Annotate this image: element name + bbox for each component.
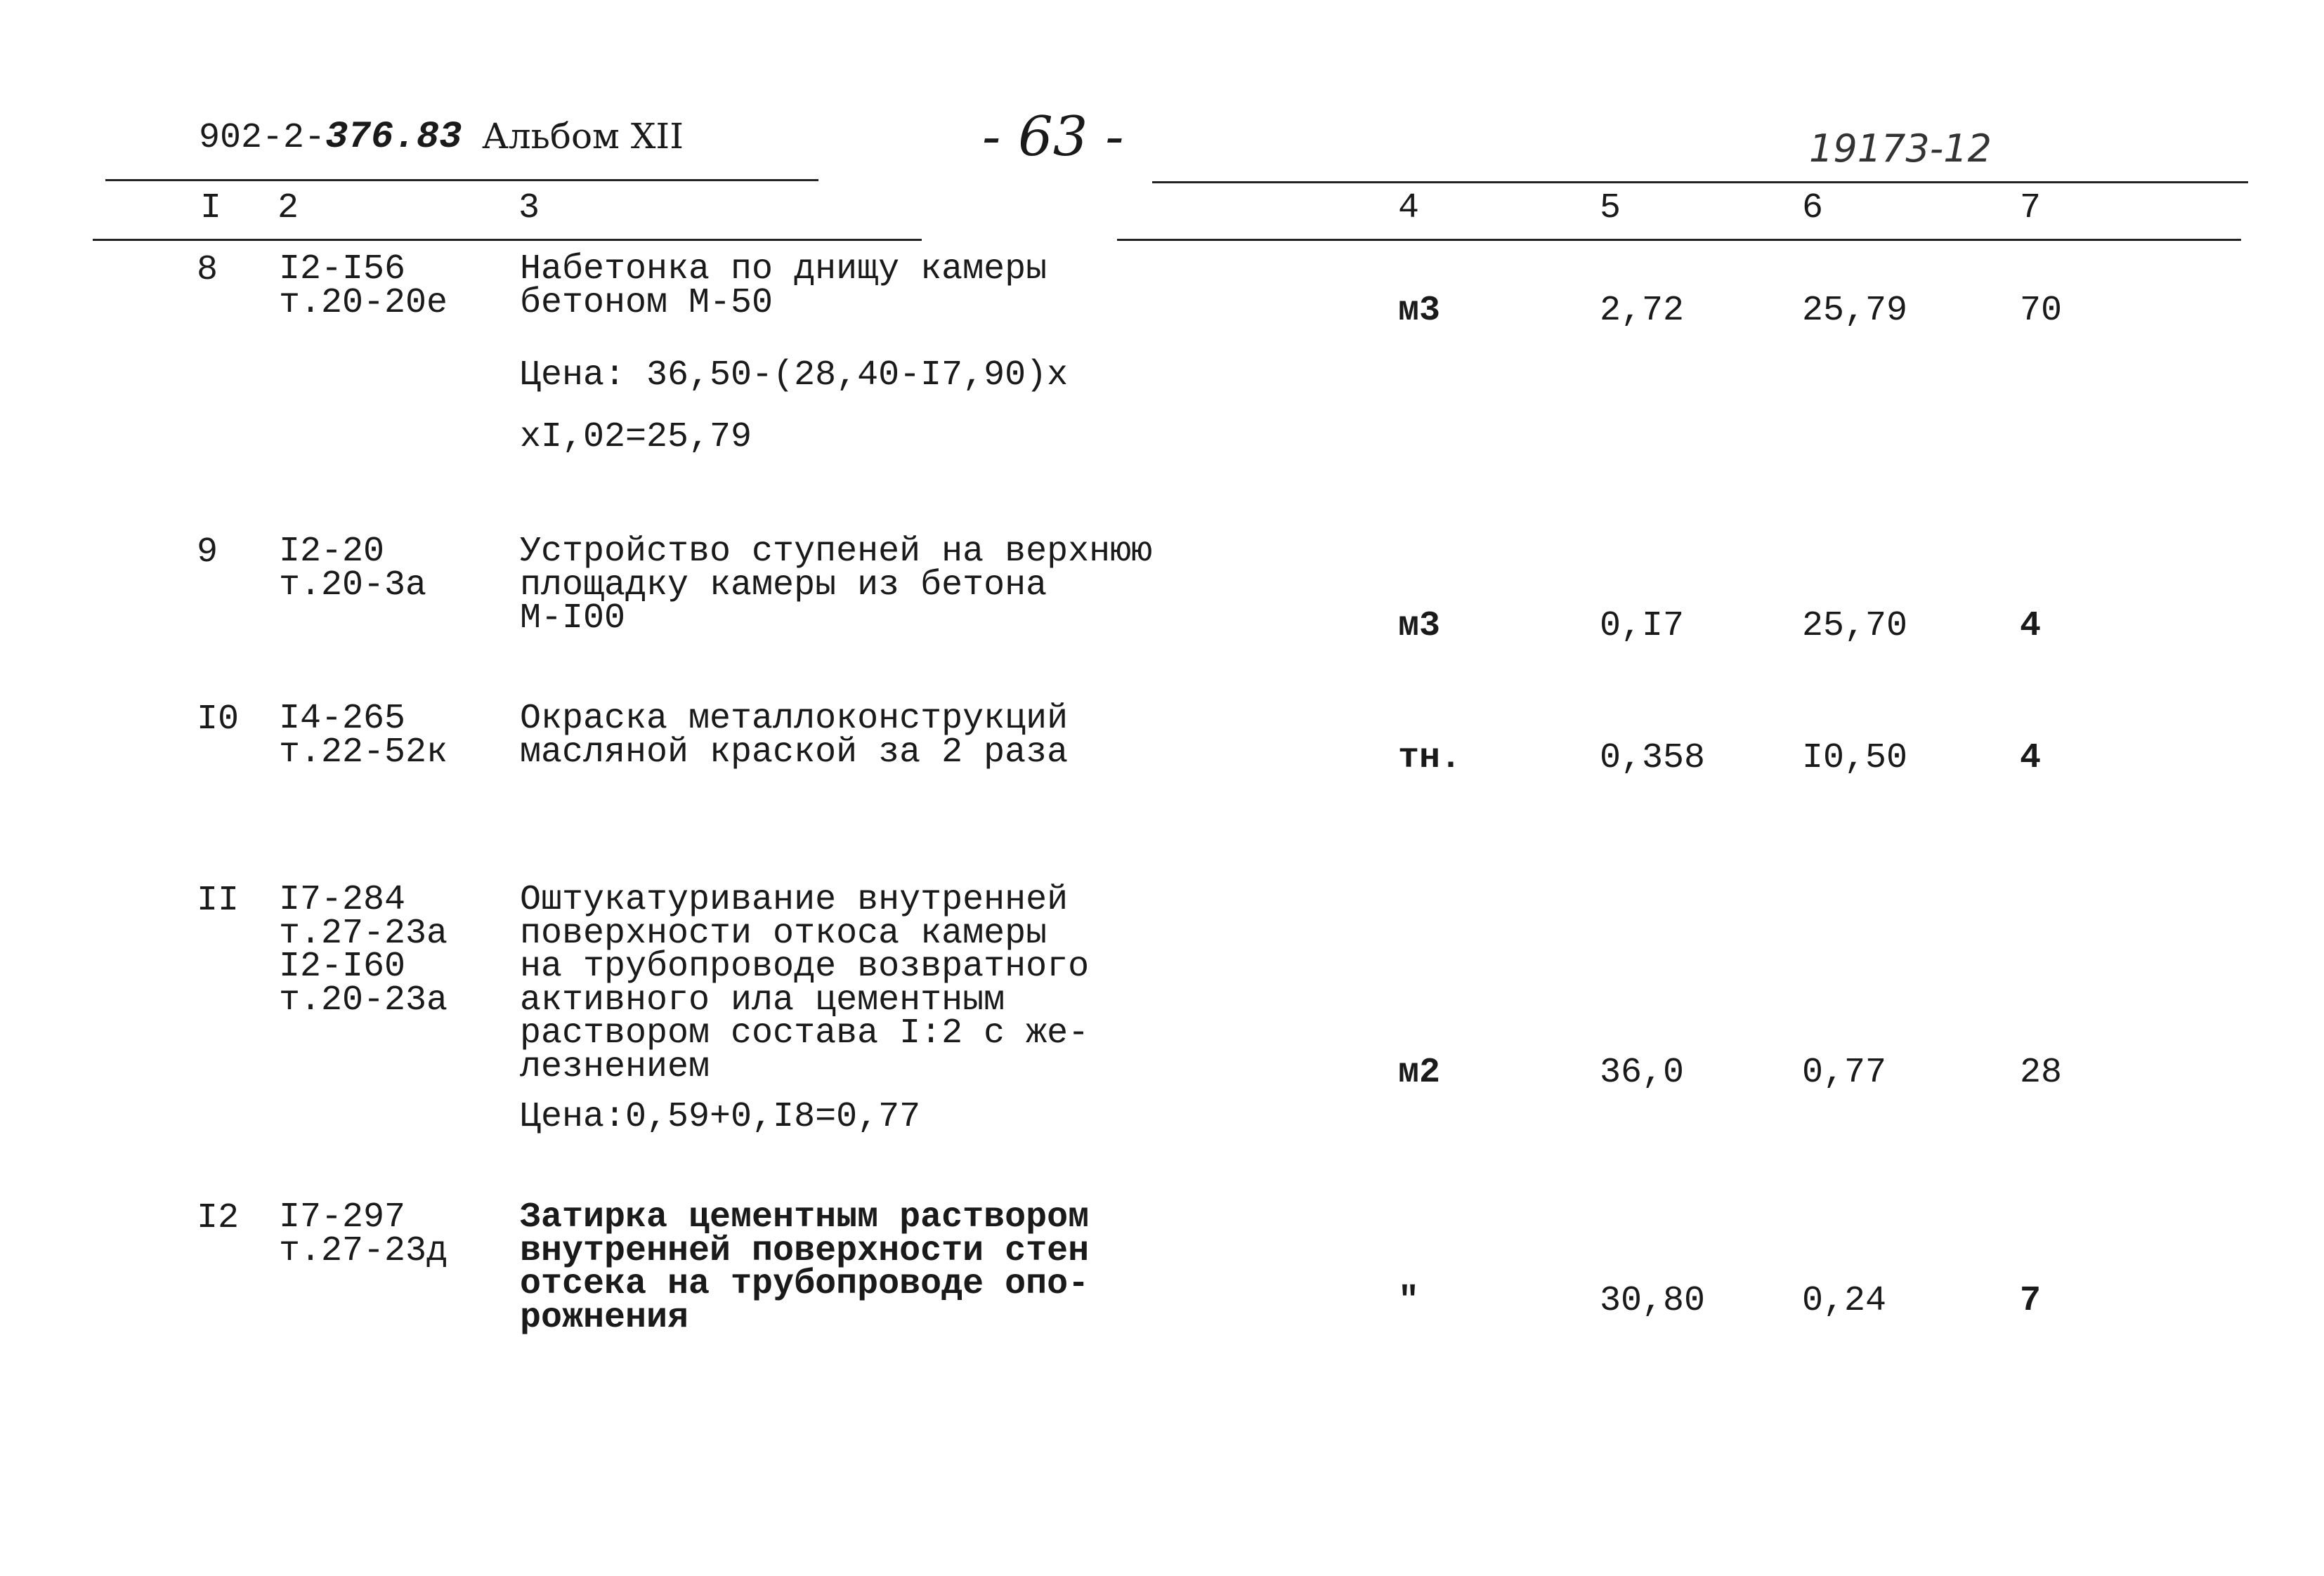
unit-price: 25,70 <box>1802 606 1908 646</box>
column-header-3: 3 <box>518 188 540 228</box>
quantity: 36,0 <box>1600 1053 1685 1093</box>
quantity: 2,72 <box>1600 291 1685 331</box>
work-description: Набетонка по днищу камеры бетоном М-50 <box>520 249 1047 323</box>
price-note: хI,02=25,79 <box>520 417 752 457</box>
column-header-4: 4 <box>1398 188 1420 228</box>
row-number: 9 <box>197 532 218 572</box>
row-number: 8 <box>197 250 218 290</box>
unit: " <box>1398 1281 1420 1321</box>
header-rule-left <box>105 179 818 181</box>
page-number: - 63 - <box>982 105 1124 169</box>
price-note: Цена:0,59+0,I8=0,77 <box>520 1097 921 1137</box>
column-header-6: 6 <box>1802 188 1824 228</box>
header-rule-right <box>1152 181 2248 183</box>
norm-code: I2-20 т.20-3а <box>279 532 427 605</box>
column-header-5: 5 <box>1600 188 1621 228</box>
total-cost: 7 <box>2020 1281 2042 1321</box>
total-cost: 28 <box>2020 1053 2063 1093</box>
norm-code: I2-I56 т.20-20е <box>279 249 448 323</box>
unit-price: 0,77 <box>1802 1053 1887 1093</box>
norm-code: I7-284 т.27-23а I2-I60 т.20-23а <box>279 880 448 1020</box>
column-header-rule-right <box>1117 239 2241 241</box>
row-number: I2 <box>197 1198 240 1238</box>
unit: м3 <box>1398 291 1441 331</box>
work-description: Затирка цементным раствором внутренней поверхности стен отсека на трубопроводе опо- рожнения <box>520 1197 1090 1338</box>
column-header-2: 2 <box>278 188 299 228</box>
work-description: Окраска металлоконструкций масляной краской за 2 раза <box>520 699 1069 773</box>
quantity: 0,358 <box>1600 738 1706 778</box>
archive-number: 19173-12 <box>1809 126 1992 171</box>
document-code <box>199 116 462 159</box>
total-cost: 4 <box>2020 738 2042 778</box>
column-header-1: I <box>200 188 222 228</box>
doc-prefix: 902-2- <box>199 118 326 158</box>
norm-code: I7-297 т.27-23д <box>279 1197 448 1271</box>
row-number: I0 <box>197 700 240 740</box>
quantity: 30,80 <box>1600 1281 1706 1321</box>
unit-price: 0,24 <box>1802 1281 1887 1321</box>
unit: м3 <box>1398 606 1441 646</box>
unit-price: I0,50 <box>1802 738 1908 778</box>
norm-code: I4-265 т.22-52к <box>279 699 448 773</box>
quantity: 0,I7 <box>1600 606 1685 646</box>
column-header-rule-left <box>93 239 922 241</box>
unit: тн. <box>1398 738 1462 778</box>
total-cost: 70 <box>2020 291 2063 331</box>
work-description: Оштукатуривание внутренней поверхности откоса камеры на трубопроводе возвратного активного ила цементным раствором состава I:2 с же- лезнением <box>520 880 1090 1087</box>
column-header-7: 7 <box>2020 188 2042 228</box>
album-label: Альбом XII <box>482 116 684 157</box>
work-description: Устройство ступеней на верхнюю площадку камеры из бетона М-I00 <box>520 532 1153 638</box>
row-number: II <box>197 881 240 921</box>
unit: м2 <box>1398 1053 1441 1093</box>
unit-price: 25,79 <box>1802 291 1908 331</box>
price-note: Цена: 36,50-(28,40-I7,90)х <box>520 355 1069 395</box>
doc-number: 376.83 <box>325 116 462 159</box>
total-cost: 4 <box>2020 606 2042 646</box>
